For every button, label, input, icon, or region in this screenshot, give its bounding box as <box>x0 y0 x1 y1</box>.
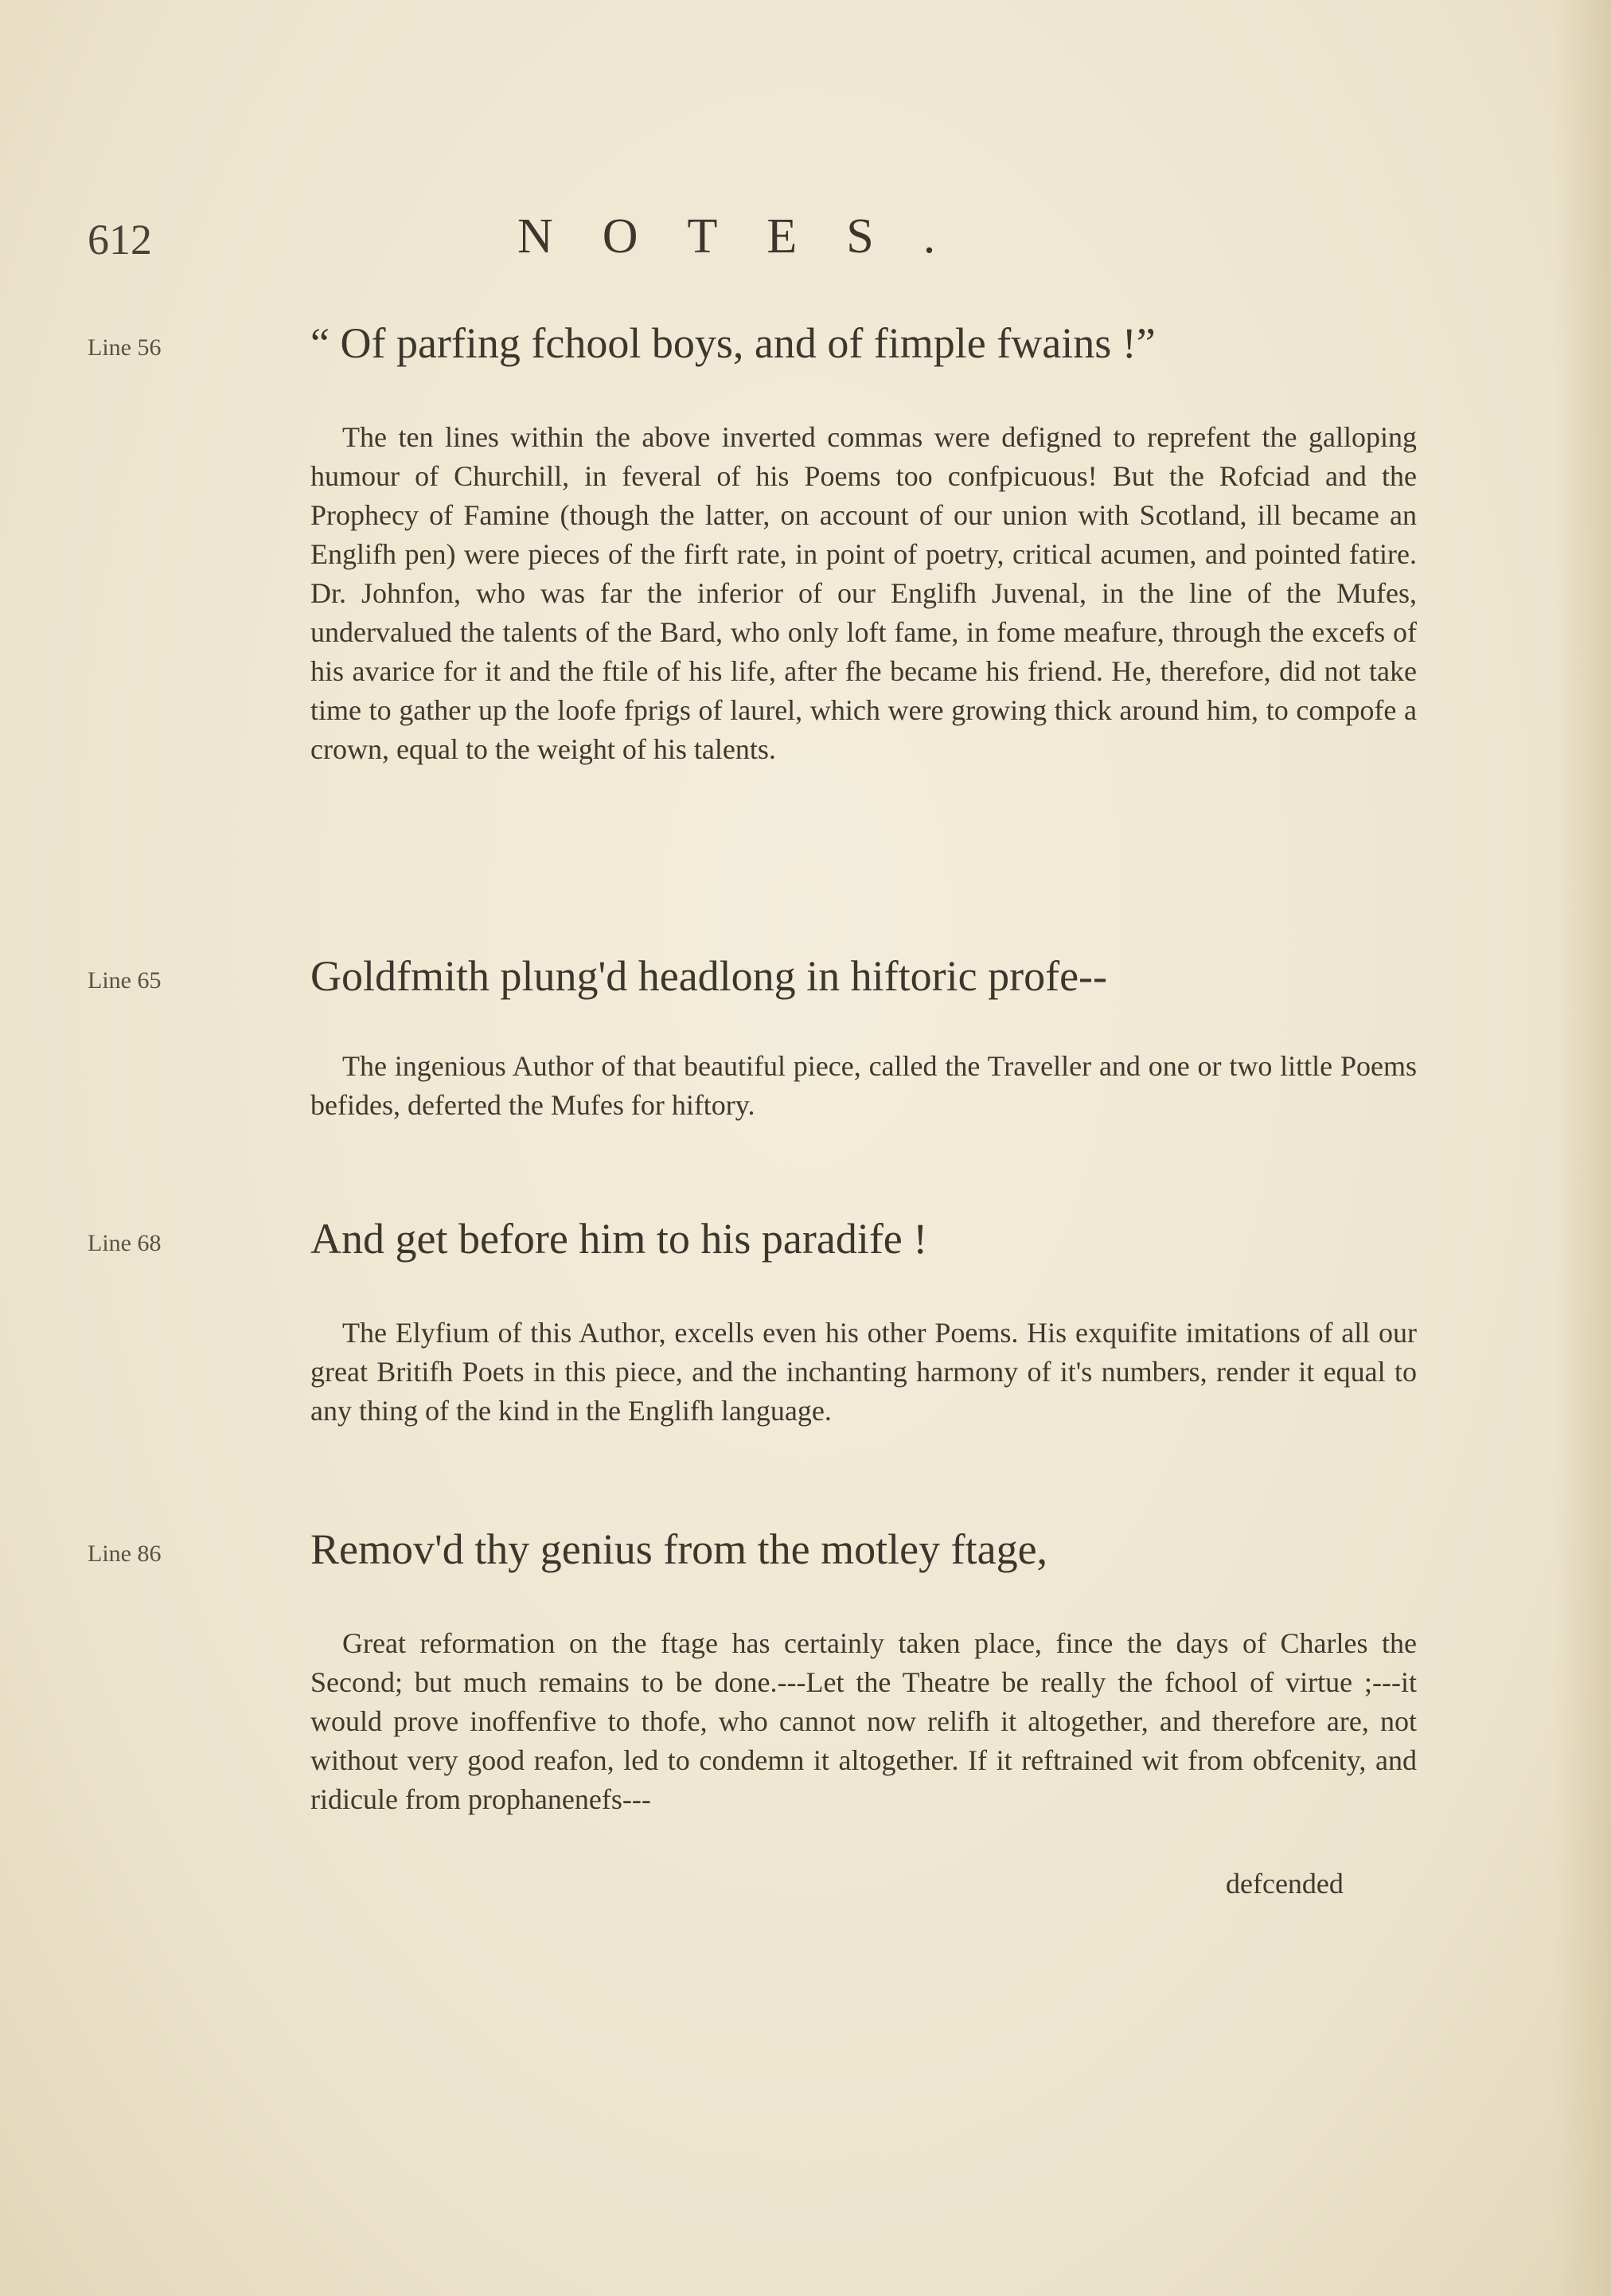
running-title: NOTES. <box>517 209 985 264</box>
note-paragraph <box>310 1624 1417 1819</box>
note-paragraph-text: The ten lines within the above inverted commas were defigned to reprefent the galloping humour of Churchill, in feveral of his Poems too confpicuous! But the Rofciad and the Prophecy of Famine (though the latter, on account of our union with Scotland, ill became an Englifh pen) were pieces of the firft rate, in point of poetry, critical acumen, and pointed fatire. Dr. Johnfon, who was far the inferior of our Englifh Juvenal, in the line of the Mufes, undervalued the talents of the Bard, who only loft fame, in fome meafure, through the excefs of his avarice for it and the ftile of his life, after fhe became his friend. He, therefore, did not take time to gather up the loofe fprigs of laurel, which were growing thick around him, to compofe a crown, equal to the weight of his talents. <box>310 421 1417 765</box>
note-paragraph-text: Great reformation on the ftage has certainly taken place, fince the days of Charles the Second; but much remains to be done.---Let the Theatre be really the fchool of virtue ;---it would prove inoffenfive to thofe, who cannot now relifh it altogether, and therefore are, not without very good reafon, led to condemn it altogether. If it reftrained wit from obfcenity, and ridicule from prophanenefs--- <box>310 1627 1417 1815</box>
note-quote: “ Of parfing fchool boys, and of fimple fwains !” <box>310 319 1156 367</box>
note-quote: Goldfmith plung'd headlong in hiftoric profe-- <box>310 952 1108 1000</box>
page-header <box>88 209 1409 287</box>
line-reference: Line 65 <box>88 967 162 994</box>
page-edge-shadow <box>1555 0 1611 2296</box>
note-paragraph-text: The ingenious Author of that beautiful piece, called the Traveller and one or two little Poems befides, deferted the Mufes for hiftory. <box>310 1050 1417 1121</box>
note-quote: Remov'd thy genius from the motley ftage, <box>310 1525 1048 1573</box>
line-reference: Line 86 <box>88 1540 162 1567</box>
note-paragraph <box>310 418 1417 769</box>
note-paragraph <box>310 1314 1417 1431</box>
line-reference: Line 68 <box>88 1230 162 1256</box>
note-paragraph <box>310 1047 1417 1125</box>
line-reference: Line 56 <box>88 334 162 361</box>
catchword: defcended <box>1226 1868 1344 1900</box>
note-quote: And get before him to his paradife ! <box>310 1215 928 1263</box>
page-number: 612 <box>88 216 152 264</box>
note-paragraph-text: The Elyfium of this Author, excells even his other Poems. His exquifite imitations of all our great Britifh Poets in this piece, and the inchanting harmony of it's numbers, render it equal to any thing of the kind in the Englifh language. <box>310 1317 1417 1427</box>
